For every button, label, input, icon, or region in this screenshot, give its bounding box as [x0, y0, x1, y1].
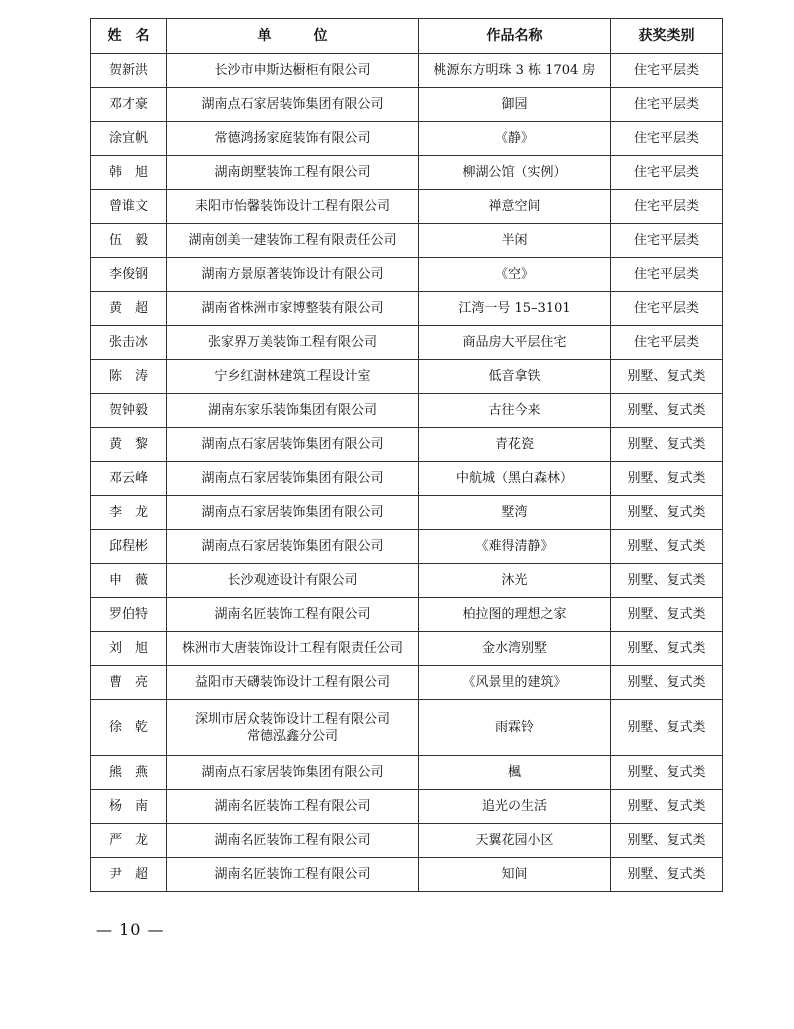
cell-name: 熊 燕 [91, 756, 167, 790]
header-work: 作品名称 [419, 19, 611, 54]
cell-work: 雨霖铃 [419, 700, 611, 756]
cell-unit [167, 700, 419, 756]
cell-unit: 湖南东家乐装饰集团有限公司 [167, 394, 419, 428]
cell-category: 别墅、复式类 [611, 598, 723, 632]
cell-unit: 张家界万美装饰工程有限公司 [167, 326, 419, 360]
cell-unit-line-2: 常德泓鑫分公司 [246, 728, 338, 744]
table-row [91, 824, 723, 858]
cell-category: 别墅、复式类 [611, 858, 723, 892]
header-unit: 单 位 [167, 19, 419, 54]
cell-category: 别墅、复式类 [611, 360, 723, 394]
cell-unit: 湖南点石家居装饰集团有限公司 [167, 428, 419, 462]
cell-category: 别墅、复式类 [611, 700, 723, 756]
cell-unit: 常德鸿扬家庭装饰有限公司 [167, 122, 419, 156]
cell-unit: 湖南点石家居装饰集团有限公司 [167, 756, 419, 790]
cell-category: 住宅平层类 [611, 156, 723, 190]
cell-unit: 耒阳市怡馨装饰设计工程有限公司 [167, 190, 419, 224]
cell-unit: 湖南名匠装饰工程有限公司 [167, 790, 419, 824]
cell-name: 徐 乾 [91, 700, 167, 756]
table-row [91, 326, 723, 360]
cell-work: 天翼花园小区 [419, 824, 611, 858]
cell-work: 禅意空间 [419, 190, 611, 224]
cell-unit: 湖南点石家居装饰集团有限公司 [167, 462, 419, 496]
cell-work: 低音拿铁 [419, 360, 611, 394]
cell-category: 住宅平层类 [611, 54, 723, 88]
cell-work: 御园 [419, 88, 611, 122]
cell-category: 别墅、复式类 [611, 394, 723, 428]
cell-unit: 湖南名匠装饰工程有限公司 [167, 598, 419, 632]
table-row [91, 292, 723, 326]
cell-name: 李俊钢 [91, 258, 167, 292]
cell-category: 别墅、复式类 [611, 496, 723, 530]
table-row [91, 858, 723, 892]
cell-work: 古往今来 [419, 394, 611, 428]
cell-work: 追光の生活 [419, 790, 611, 824]
cell-work: 《风景里的建筑》 [419, 666, 611, 700]
cell-unit: 湖南名匠装饰工程有限公司 [167, 824, 419, 858]
table-row [91, 190, 723, 224]
cell-category: 别墅、复式类 [611, 666, 723, 700]
cell-unit: 宁乡红澍林建筑工程设计室 [167, 360, 419, 394]
cell-work: 《静》 [419, 122, 611, 156]
table-row [91, 598, 723, 632]
cell-category: 别墅、复式类 [611, 462, 723, 496]
cell-work: 《难得清静》 [419, 530, 611, 564]
table-row [91, 428, 723, 462]
cell-work: 知间 [419, 858, 611, 892]
cell-work: 半闲 [419, 224, 611, 258]
table-row [91, 666, 723, 700]
cell-name: 邓才豪 [91, 88, 167, 122]
cell-name: 申 薇 [91, 564, 167, 598]
cell-category: 别墅、复式类 [611, 756, 723, 790]
table-row [91, 790, 723, 824]
table-row [91, 700, 723, 756]
cell-category: 别墅、复式类 [611, 564, 723, 598]
table-row [91, 360, 723, 394]
page-number: — 10 — [96, 920, 165, 939]
cell-unit: 长沙观迹设计有限公司 [167, 564, 419, 598]
cell-name: 邱程彬 [91, 530, 167, 564]
cell-work: 桃源东方明珠 3 栋 1704 房 [419, 54, 611, 88]
table-row [91, 156, 723, 190]
cell-work: 中航城（黑白森林） [419, 462, 611, 496]
cell-category: 住宅平层类 [611, 224, 723, 258]
cell-category: 住宅平层类 [611, 292, 723, 326]
cell-unit: 湖南方景原著装饰设计有限公司 [167, 258, 419, 292]
table-row [91, 756, 723, 790]
cell-category: 别墅、复式类 [611, 530, 723, 564]
cell-category: 住宅平层类 [611, 190, 723, 224]
cell-name: 严 龙 [91, 824, 167, 858]
cell-work: 金水湾别墅 [419, 632, 611, 666]
cell-unit: 湖南朗墅装饰工程有限公司 [167, 156, 419, 190]
header-row [91, 19, 723, 54]
cell-unit: 株洲市大唐装饰设计工程有限责任公司 [167, 632, 419, 666]
cell-unit: 湖南创美一建装饰工程有限责任公司 [167, 224, 419, 258]
cell-work: 青花瓷 [419, 428, 611, 462]
cell-name: 曾谁文 [91, 190, 167, 224]
cell-unit-line-1: 深圳市居众装饰设计工程有限公司 [194, 711, 390, 727]
cell-name: 尹 超 [91, 858, 167, 892]
cell-unit: 湖南点石家居装饰集团有限公司 [167, 88, 419, 122]
award-table [90, 18, 723, 892]
cell-category: 住宅平层类 [611, 122, 723, 156]
cell-work: 商品房大平层住宅 [419, 326, 611, 360]
cell-category: 别墅、复式类 [611, 824, 723, 858]
cell-unit: 湖南名匠装饰工程有限公司 [167, 858, 419, 892]
cell-name: 黄 超 [91, 292, 167, 326]
cell-name: 涂宜帆 [91, 122, 167, 156]
table-row [91, 632, 723, 666]
cell-unit: 湖南省株洲市家博整装有限公司 [167, 292, 419, 326]
cell-work: 楓 [419, 756, 611, 790]
table-row [91, 496, 723, 530]
table-row [91, 88, 723, 122]
cell-name: 韩 旭 [91, 156, 167, 190]
cell-work: 沐光 [419, 564, 611, 598]
cell-name: 贺新洪 [91, 54, 167, 88]
cell-category: 别墅、复式类 [611, 632, 723, 666]
cell-name: 罗伯特 [91, 598, 167, 632]
cell-work: 《空》 [419, 258, 611, 292]
cell-unit: 湖南点石家居装饰集团有限公司 [167, 530, 419, 564]
cell-unit: 长沙市申斯达橱柜有限公司 [167, 54, 419, 88]
cell-name: 邓云峰 [91, 462, 167, 496]
table-row [91, 394, 723, 428]
cell-name: 刘 旭 [91, 632, 167, 666]
cell-category: 住宅平层类 [611, 88, 723, 122]
cell-work: 柳湖公馆（实例） [419, 156, 611, 190]
table-row [91, 122, 723, 156]
cell-work: 柏拉图的理想之家 [419, 598, 611, 632]
cell-name: 杨 南 [91, 790, 167, 824]
cell-name: 黄 黎 [91, 428, 167, 462]
cell-category: 住宅平层类 [611, 326, 723, 360]
cell-work: 江湾一号 15–3101 [419, 292, 611, 326]
table-row [91, 54, 723, 88]
table-row [91, 564, 723, 598]
cell-unit: 湖南点石家居装饰集团有限公司 [167, 496, 419, 530]
cell-unit: 益阳市天礴装饰设计工程有限公司 [167, 666, 419, 700]
table-row [91, 224, 723, 258]
cell-category: 别墅、复式类 [611, 428, 723, 462]
cell-category: 住宅平层类 [611, 258, 723, 292]
cell-work: 墅湾 [419, 496, 611, 530]
cell-name: 张击冰 [91, 326, 167, 360]
cell-name: 贺钟毅 [91, 394, 167, 428]
table-row [91, 258, 723, 292]
cell-name: 陈 涛 [91, 360, 167, 394]
header-category: 获奖类别 [611, 19, 723, 54]
cell-name: 曹 亮 [91, 666, 167, 700]
cell-name: 伍 毅 [91, 224, 167, 258]
cell-name: 李 龙 [91, 496, 167, 530]
table-row [91, 530, 723, 564]
cell-category: 别墅、复式类 [611, 790, 723, 824]
table-row [91, 462, 723, 496]
header-name: 姓 名 [91, 19, 167, 54]
